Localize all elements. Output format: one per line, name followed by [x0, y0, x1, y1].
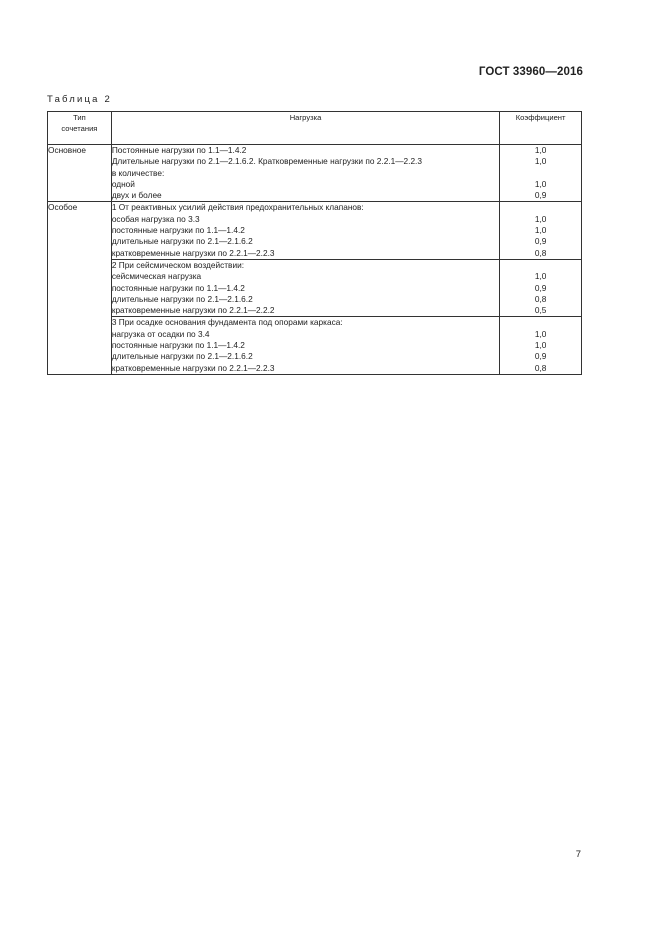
load-line: кратковременные нагрузки по 2.2.1—2.2.3	[111, 247, 275, 258]
coef-value: 1,0	[534, 340, 547, 351]
coef-value: 0,9	[534, 190, 547, 201]
row-coefs	[500, 317, 582, 374]
coef-value	[500, 260, 581, 271]
coef-value: 0,5	[534, 305, 547, 316]
coef-value: 1,0	[534, 225, 547, 236]
load-line: Длительные нагрузки по 2.1—2.1.6.2. Кратковременные нагрузки по 2.2.1—2.2.3	[111, 156, 422, 167]
load-line: сейсмическая нагрузка	[111, 271, 202, 282]
coef-value	[500, 202, 581, 213]
row-loads	[111, 145, 499, 202]
load-line: особая нагрузка по 3.3	[111, 213, 200, 224]
table-header-row	[48, 112, 582, 145]
coef-value	[500, 317, 581, 328]
load-line: двух и более	[111, 190, 162, 201]
header-coef: Коэффициент	[500, 112, 582, 145]
table-row	[48, 202, 582, 259]
load-line: длительные нагрузки по 2.1—2.1.6.2	[111, 351, 253, 362]
load-line: одной	[111, 178, 135, 189]
coef-value: 1,0	[534, 156, 547, 167]
row-loads	[111, 259, 499, 316]
coef-value	[500, 168, 581, 179]
document-id: ГОСТ 33960—2016	[478, 66, 583, 78]
header-type-line2: сочетания	[61, 124, 98, 133]
table-row	[48, 317, 582, 374]
load-line: 2 При сейсмическом воздействии:	[111, 259, 245, 270]
header-load: Нагрузка	[111, 112, 499, 145]
load-line: постоянные нагрузки по 1.1—1.4.2	[111, 282, 245, 293]
load-line: постоянные нагрузки по 1.1—1.4.2	[111, 340, 245, 351]
coef-value: 1,0	[534, 271, 547, 282]
coef-value: 1,0	[534, 328, 547, 339]
table-row	[48, 145, 582, 202]
row-coefs	[500, 202, 582, 259]
load-line: в количестве:	[111, 167, 165, 178]
table-row	[48, 259, 582, 316]
header-type	[48, 112, 112, 145]
coef-value: 0,9	[534, 282, 547, 293]
load-line: кратковременные нагрузки по 2.2.1—2.2.2	[111, 305, 275, 316]
load-line: 3 При осадке основания фундамента под опорами каркаса:	[111, 317, 343, 328]
coef-value: 1,0	[534, 178, 547, 189]
coef-value: 1,0	[534, 213, 547, 224]
row-coefs	[500, 259, 582, 316]
coef-value: 0,8	[534, 362, 547, 373]
row-type: Основное	[48, 145, 112, 202]
coef-value: 0,8	[534, 247, 547, 258]
header-type-line1: Тип	[73, 113, 86, 122]
row-type: Особое	[48, 202, 112, 374]
page-number: 7	[575, 849, 581, 860]
load-line: Постоянные нагрузки по 1.1—1.4.2	[111, 145, 247, 155]
row-loads	[111, 202, 499, 259]
coef-value: 0,9	[534, 351, 547, 362]
coef-value: 0,8	[534, 293, 547, 304]
load-line: нагрузка от осадки по 3.4	[111, 328, 210, 339]
table-caption: Таблица 2	[47, 94, 112, 105]
row-coefs	[500, 145, 582, 202]
row-loads	[111, 317, 499, 374]
load-line: кратковременные нагрузки по 2.2.1—2.2.3	[111, 362, 275, 373]
load-line: длительные нагрузки по 2.1—2.1.6.2	[111, 236, 253, 247]
load-line: длительные нагрузки по 2.1—2.1.6.2	[111, 293, 253, 304]
loads-table	[47, 111, 582, 375]
load-line: постоянные нагрузки по 1.1—1.4.2	[111, 225, 245, 236]
coef-value: 0,9	[534, 236, 547, 247]
load-line: 1 От реактивных усилий действия предохранительных клапанов:	[111, 202, 364, 213]
coef-value: 1,0	[534, 145, 547, 155]
